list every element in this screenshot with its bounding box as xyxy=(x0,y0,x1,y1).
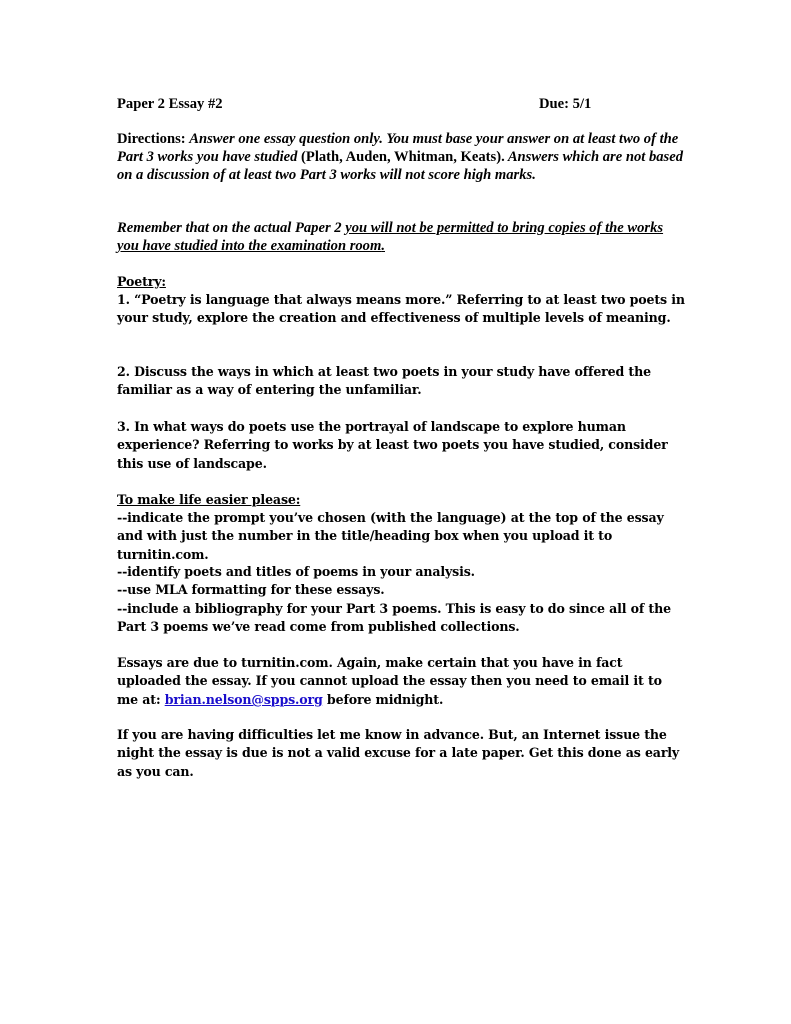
due-date: Due: 5/1 xyxy=(539,96,592,112)
poetry-heading: Poetry: xyxy=(117,274,166,289)
reminder-lead: Remember that on the actual Paper 2 xyxy=(117,220,346,236)
directions-works: (Plath, Auden, Whitman, Keats). xyxy=(297,149,505,165)
reminder-end: . xyxy=(381,238,385,254)
question-3: 3. In what ways do poets use the portrayal of landscape to explore human experience? Referring to works by at least two poets you have studied, consider this use of landscape. xyxy=(117,419,668,471)
submission-after: before midnight. xyxy=(322,691,444,707)
tip-item: --include a bibliography for your Part 3 poems. This is easy to do since all of the Part 3 poems we’ve read come from published collections. xyxy=(117,601,671,635)
essay-title: Paper 2 Essay #2 xyxy=(117,96,223,112)
directions-instruction: Answer one essay question only. You must base your answer on at least two of the Part 3 works you have studied xyxy=(117,131,679,165)
question-2: 2. Discuss the ways in which at least two poets in your study have offered the familiar as a way of entering the unfamiliar. xyxy=(117,364,651,398)
tip-item: --use MLA formatting for these essays. xyxy=(117,582,385,597)
directions-label: Directions: xyxy=(117,131,190,147)
tip-item: --identify poets and titles of poems in your analysis. xyxy=(117,564,475,579)
submission-paragraph xyxy=(117,654,687,709)
submission-text: Essays are due to turnitin.com. Again, make certain that you have in fact uploaded the essay. If you cannot upload the essay then you need to email it to me at: xyxy=(117,655,662,707)
reminder-paragraph xyxy=(117,219,687,255)
directions-warning: Answers which are not based on a discussion of at least two Part 3 works will not score high marks. xyxy=(117,149,683,183)
tip-item: --indicate the prompt you’ve chosen (with the language) at the top of the essay and with just the number in the title/heading box when you upload it to turnitin.com. xyxy=(117,510,664,562)
header-row xyxy=(117,95,677,115)
closing-paragraph: If you are having difficulties let me know in advance. But, an Internet issue the night the essay is due is not a valid excuse for a late paper. Get this done as early as you can. xyxy=(117,727,680,779)
question-1: 1. “Poetry is language that always means more.” Referring to at least two poets in your study, explore the creation and effectiveness of multiple levels of meaning. xyxy=(117,292,685,326)
reminder-underlined: you will not be permitted to bring copies of the works you have studied into the examination room xyxy=(117,220,664,254)
directions-paragraph xyxy=(117,130,687,184)
email-link[interactable]: brian.nelson@spps.org xyxy=(164,691,323,707)
tips-heading: To make life easier please: xyxy=(117,492,301,507)
